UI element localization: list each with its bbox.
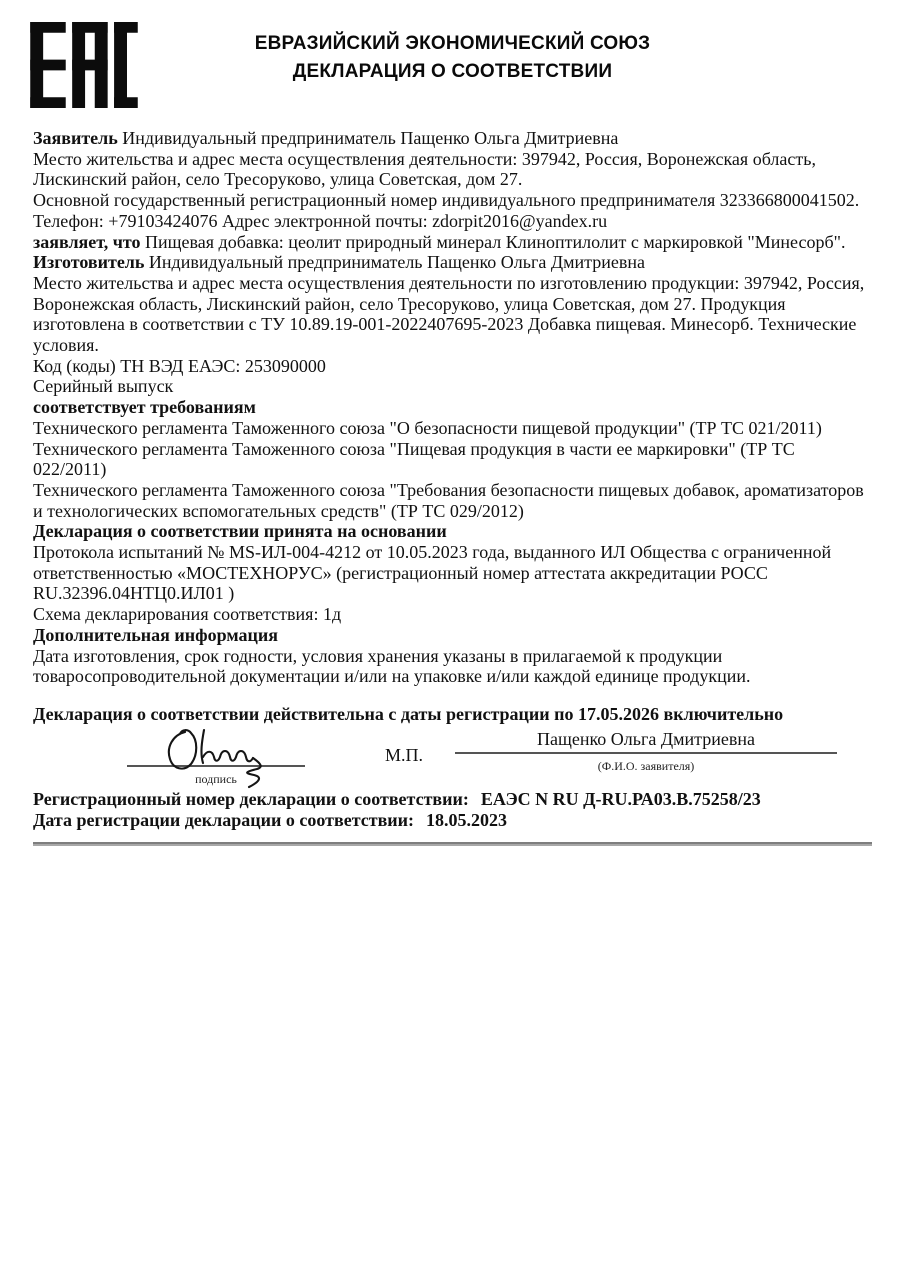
applicant-label: Заявитель [33,128,118,148]
paragraph-ogrn: Основной государственный регистрационный номер индивидуального предпринимателя 323366800041502. [33,190,860,211]
declares-label: заявляет, что [33,231,141,252]
bottom-divider [33,842,872,846]
signature-block [33,729,872,789]
paragraph-declares [33,232,872,253]
manufacturer-label: Изготовитель [33,252,145,273]
paragraph-tn-ved: Код (коды) ТН ВЭД ЕАЭС: 253090000 [33,355,326,376]
paragraph-regulation-2: Технического регламента Таможенного союза "Пищевая продукция в части ее маркировки" (ТР ТС 022/2011) [33,438,795,480]
applicant-value: Индивидуальный предприниматель Пащенко Ольга Дмитриевна [117,128,619,148]
registration-number-value: ЕАЭС N RU Д-RU.РА03.В.75258/23 [480,788,761,809]
declares-value: Пищевая добавка: цеолит природный минерал Клиноптилолит с маркировкой "Минесорб". [140,231,846,252]
paragraph-serial: Серийный выпуск [33,376,174,397]
paragraph-applicant [33,128,872,149]
declarant-name-caption: (Ф.И.О. заявителя) [597,759,695,774]
paragraph-regulation-3: Технического регламента Таможенного союза "Требования безопасности пищевых добавок, ароматизаторов и технологических вспомогательных средств" (ТР ТС 029/2012) [33,479,864,521]
eac-logo-icon [30,22,138,108]
manufacturer-value: Индивидуальный предприниматель Пащенко Ольга Дмитриевна [144,252,646,273]
signature-caption: подпись [195,771,237,786]
heading-additional: Дополнительная информация [33,624,278,645]
registration-date-label: Дата регистрации декларации о соответствии: [33,809,415,830]
paragraph-regulation-1: Технического регламента Таможенного союза "О безопасности пищевой продукции" (ТР ТС 021/2011) [33,417,822,438]
paragraph-scheme: Схема декларирования соответствия: 1д [33,604,342,625]
heading-complies: соответствует требованиям [33,397,256,418]
heading-basis: Декларация о соответствии принята на основании [33,521,447,542]
paragraph-basis: Протокола испытаний № MS-ИЛ-004-4212 от 10.05.2023 года, выданного ИЛ Общества с ограниченной ответственностью «МОСТЕХНОРУС» (регистрационный номер аттестата аккредитации РОСС RU.32396.04НТЦ0.ИЛ01 ) [33,542,832,604]
registration-date-line [33,810,872,831]
paragraph-manufacturer-address: Место жительства и адрес места осуществления деятельности по изготовлению продукции: 397942, Россия, Воронежская область, Лискинский район, село Тресоруково, улица Советская, дом 27. Продукция изготовлена в соответствии с ТУ 10.89.19-001-2022407695-2023 Добавка пищевая. Минесорб. Технические условия. [33,272,865,356]
paragraph-additional: Дата изготовления, срок годности, условия хранения указаны в прилагаемой к продукции товаросопроводительной документации и/или на упаковке и/или каждой единице продукции. [33,645,751,687]
paragraph-manufacturer [33,252,872,273]
registration-number-label: Регистрационный номер декларации о соответствии: [33,788,469,809]
title-declaration: ДЕКЛАРАЦИЯ О СООТВЕТСТВИИ [292,61,613,82]
registration-number-line [33,789,872,810]
paragraph-applicant-address: Место жительства и адрес места осуществления деятельности: 397942, Россия, Воронежская область, Лискинский район, село Тресоруково, улица Советская, дом 27. [33,148,816,190]
declarant-name: Пащенко Ольга Дмитриевна [537,728,755,749]
paragraph-validity: Декларация о соответствии действительна с даты регистрации по 17.05.2026 включительно [33,703,784,724]
document-header [0,0,905,106]
registration-date-value: 18.05.2023 [426,809,508,830]
stamp-place-label: М.П. [385,744,424,765]
title-union: ЕВРАЗИЙСКИЙ ЭКОНОМИЧЕСКИЙ СОЮЗ [254,33,651,54]
declarant-signature-area [455,729,837,777]
paragraph-contacts: Телефон: +79103424076 Адрес электронной почты: zdorpit2016@yandex.ru [33,210,608,231]
signature-image [161,727,279,791]
document-body [33,128,872,831]
